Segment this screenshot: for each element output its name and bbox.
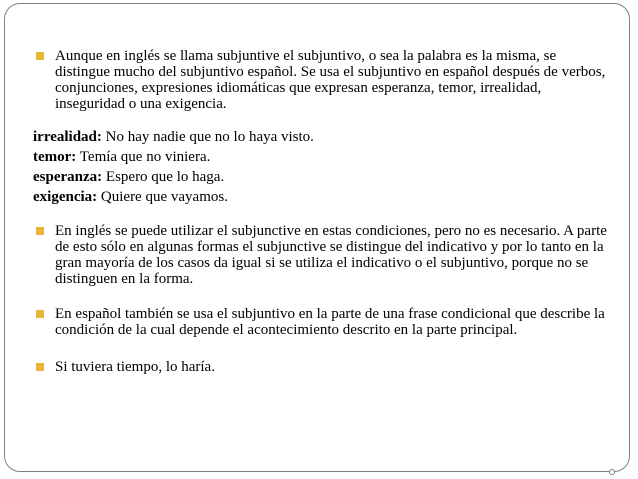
bullet-item: [33, 223, 613, 287]
example-exigencia: [33, 187, 613, 207]
example-text: Espero que lo haga.: [102, 169, 225, 185]
bullet-text: En inglés se puede utilizar el subjunctive en estas condiciones, pero no es necesario. A parte de esto sólo en algunas formas el subjunctive se distingue del indicativo y por lo tanto en la gran mayoría de los casos da igual si se utiliza el indicativo o el subjuntivo, porque no se distinguen en la forma.: [55, 223, 607, 287]
example-text: Temía que no viniera.: [76, 149, 211, 165]
square-bullet-icon: [36, 52, 44, 60]
example-irrealidad: [33, 127, 613, 147]
square-bullet-icon: [36, 227, 44, 235]
bullet-text: En español también se usa el subjuntivo en la parte de una frase condicional que describe la condición de la cual depende el acontecimiento descrito en la parte principal.: [55, 306, 605, 338]
example-label: temor:: [33, 149, 77, 165]
example-text: No hay nadie que no lo haya visto.: [101, 129, 314, 145]
example-label: esperanza:: [33, 169, 103, 185]
square-bullet-icon: [36, 363, 44, 371]
example-label: exigencia:: [33, 189, 98, 205]
example-esperanza: [33, 167, 613, 187]
bullet-text: Si tuviera tiempo, lo haría.: [55, 359, 215, 375]
bullet-item: [33, 359, 613, 375]
bullet-item: [33, 48, 613, 112]
example-text: Quiere que vayamos.: [97, 189, 228, 205]
example-temor: [33, 147, 613, 167]
slide-content: [33, 41, 613, 375]
example-label: irrealidad:: [33, 129, 102, 145]
bullet-text: Aunque en inglés se llama subjuntive el subjuntivo, o sea la palabra es la misma, se distingue mucho del subjuntivo español. Se usa el subjuntivo en español después de verbos, conjunciones, expresiones idiomáticas que expresan esperanza, temor, irrealidad, inseguridad o una exigencia.: [55, 48, 606, 112]
square-bullet-icon: [36, 310, 44, 318]
examples-list: [33, 127, 613, 207]
bullet-item: [33, 306, 613, 338]
